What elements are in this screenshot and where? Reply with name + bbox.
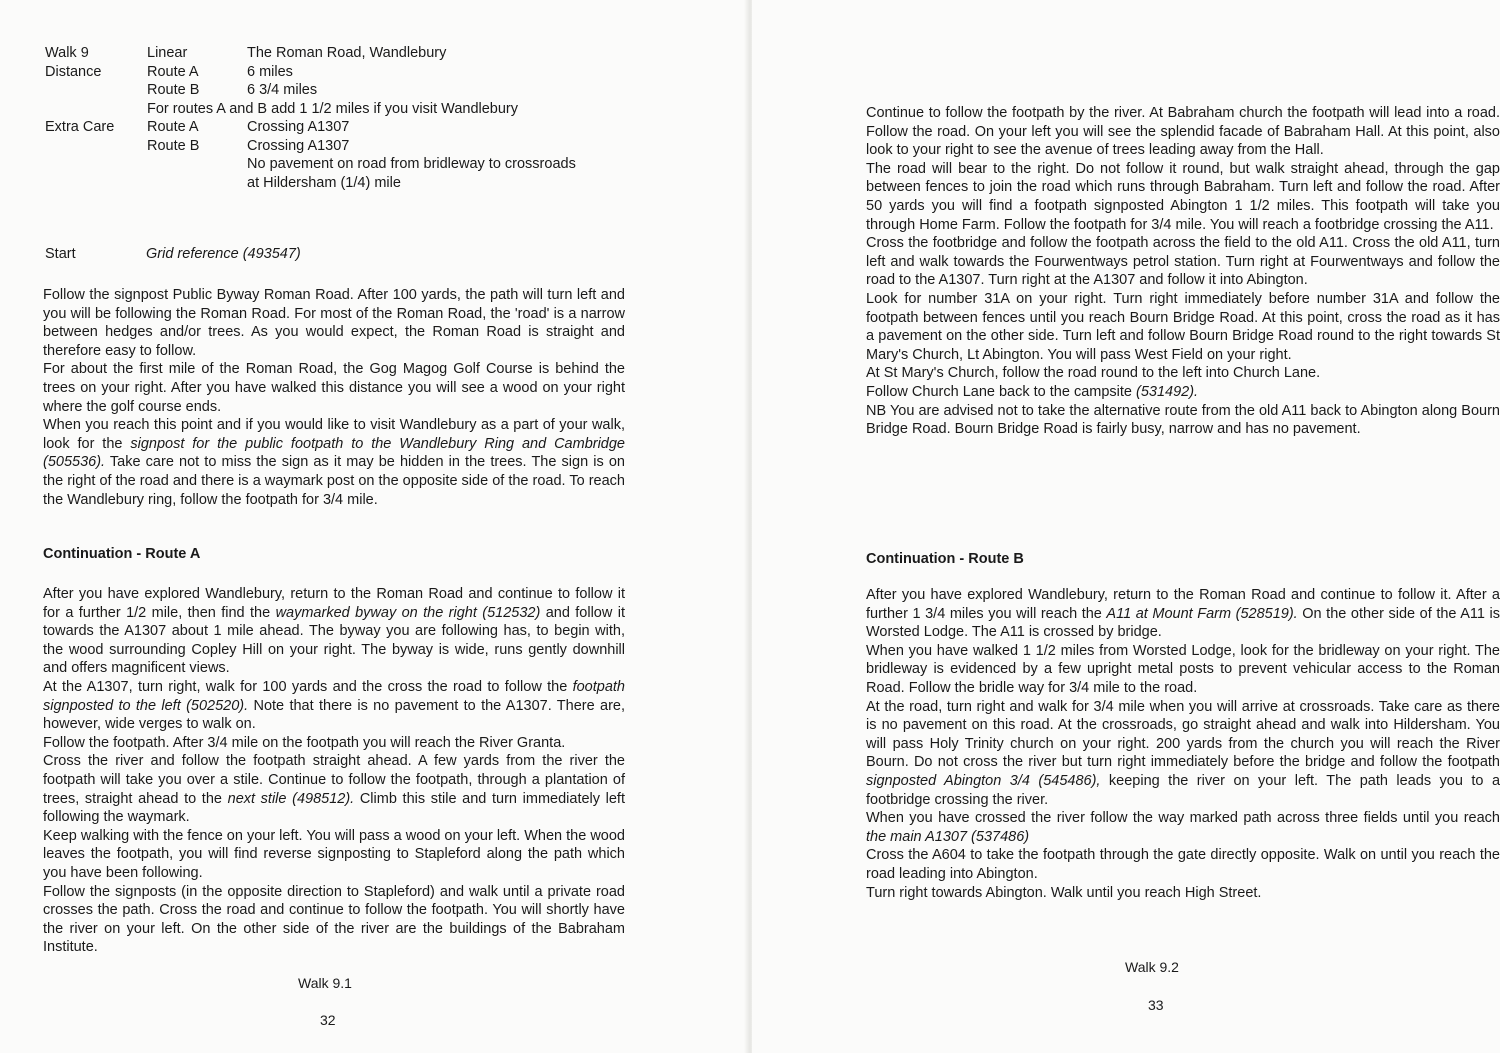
paragraph: Follow the signpost Public Byway Roman Road. After 100 yards, the path will turn left and you will be following the Roman Road. For most of the Roman Road, the 'road' is a narrow between hedges and/or trees. As you would expect, the Roman Road is straight and therefore easy to follow. xyxy=(43,287,625,359)
care-route-b-line-3: at Hildersham (1/4) mile xyxy=(247,174,401,191)
paragraph: After you have explored Wandlebury, return to the Roman Road and continue to follow it. After a further 1 3/4 miles you will reach the A11 at Mount Farm (528519). On the other side of the A11 is Worsted Lodge. The A11 is crossed by bridge. xyxy=(866,587,1500,641)
paragraph: For about the first mile of the Roman Road, the Gog Magog Golf Course is behind the trees on your right. After you have walked this distance you will see a wood on your right where the golf course ends. xyxy=(43,361,625,415)
route-a-text xyxy=(43,585,625,957)
page-number: 33 xyxy=(1148,997,1164,1013)
route-b-label: Route B xyxy=(147,82,200,98)
paragraph: When you have walked 1 1/2 miles from Worsted Lodge, look for the bridleway on your right. The bridleway is evidenced by a few upright metal posts to prevent vehicular access to the Roman Road. Follow the bridle way for 3/4 mile to the road. xyxy=(866,642,1500,696)
paragraph: After you have explored Wandlebury, return to the Roman Road and continue to follow it for a further 1/2 mile, then find the waymarked byway on the right (512532) and follow it towards the A1307 about 1 mile ahead. The byway you are following has, to begin with, the wood surrounding Copley Hill on your right. The byway is wide, runs gently downhill and offers magnificent views. xyxy=(43,586,625,677)
distance-label: Distance xyxy=(45,63,102,80)
walk-type: Linear xyxy=(147,45,188,61)
page-number: 32 xyxy=(320,1012,336,1028)
paragraph: Follow the footpath. After 3/4 mile on the footpath you will reach the River Granta. xyxy=(43,734,566,751)
page-footer-label: Walk 9.1 xyxy=(298,975,352,991)
start-grid-reference: Grid reference (493547) xyxy=(146,246,301,262)
extra-distance-note: For routes A and B add 1 1/2 miles if you visit Wandlebury xyxy=(147,100,519,117)
start-label: Start xyxy=(45,246,76,262)
start-line xyxy=(45,246,301,262)
care-route-a-label: Route A xyxy=(147,119,199,135)
section-heading: Continuation - Route A xyxy=(43,546,201,562)
section-heading: Continuation - Route B xyxy=(866,551,1024,567)
route-a-distance: 6 miles xyxy=(247,63,293,80)
care-route-a: Crossing A1307 xyxy=(247,119,350,135)
paragraph: Cross the A604 to take the footpath through the gate directly opposite. Walk on until you reach the road leading into Abington. xyxy=(866,847,1500,882)
paragraph: When you reach this point and if you would like to visit Wandlebury as a part of your walk, look for the signpost for the public footpath to the Wandlebury Ring and Cambridge (505536). Take care not to miss the sign as it may be hidden in the trees. The sign is on the right of the road and there is a waymark post on the opposite side of the road. To reach the Wandlebury ring, follow the footpath for 3/4 mile. xyxy=(43,417,625,508)
walk-summary-table xyxy=(45,44,627,192)
route-a-section xyxy=(43,545,625,564)
care-route-b-line-2: No pavement on road from bridleway to crossroads xyxy=(247,156,576,172)
paragraph: Look for number 31A on your right. Turn right immediately before number 31A and follow the footpath between fences until you reach Bourn Bridge Road. At this point, cross the road as it has a pavement on the other side. Turn left and follow Bourn Bridge Road round to the right towards St Mary's Church, Lt Abington. You will pass West Field on your right. xyxy=(866,290,1500,363)
paragraph: NB You are advised not to take the alternative route from the old A11 back to Abington along Bourn Bridge Road. Bourn Bridge Road is fairly busy, narrow and has no pavement. xyxy=(866,402,1500,438)
paragraph: When you have crossed the river follow the way marked path across three fields until you reach the main A1307 (537486) xyxy=(866,810,1500,845)
intro-text xyxy=(43,286,625,509)
paragraph: The road will bear to the right. Do not follow it round, but walk straight ahead, through the gap between fences to join the road which runs through Babraham. Turn left and follow the road. After 50 yards you will find a footpath signposted Abington 1 1/2 miles. This footpath will take you through Home Farm. Follow the footpath for 3/4 mile. You will reach a footbridge crossing the A11. xyxy=(866,160,1500,233)
walk-title: The Roman Road, Wandlebury xyxy=(247,45,447,61)
route-b-section xyxy=(866,550,1024,569)
walk-label: Walk 9 xyxy=(45,45,89,61)
route-b-distance: 6 3/4 miles xyxy=(247,82,318,98)
extra-care-label: Extra Care xyxy=(45,119,115,135)
paragraph: Follow the signposts (in the opposite direction to Stapleford) and walk until a private road crosses the path. Cross the road and continue to follow the footpath. You will shortly have the river on your left. On the other side of the river are the buildings of the Babraham Institute. xyxy=(43,883,625,956)
paragraph: Keep walking with the fence on your left. You will pass a wood on your left. When the wood leaves the footpath, you will find reverse signposting to Stapleford along the path which you have been following. xyxy=(43,827,625,881)
paragraph: At the A1307, turn right, walk for 100 yards and the cross the road to follow the footpath signposted to the left (502520). Note that there is no pavement to the A1307. There are, however, wide verges to walk on. xyxy=(43,678,626,733)
paragraph: Follow Church Lane back to the campsite (531492). xyxy=(866,383,1199,400)
right-intro-text xyxy=(866,104,1500,439)
route-a-label: Route A xyxy=(147,63,199,80)
paragraph: Turn right towards Abington. Walk until you reach High Street. xyxy=(866,884,1262,901)
care-route-b: Crossing A1307 xyxy=(247,137,350,154)
left-page xyxy=(0,0,748,1053)
paragraph: Continue to follow the footpath by the river. At Babraham church the footpath will lead into a road. Follow the road. On your left you will see the splendid facade of Babraham Hall. At this point, also look to your right to see the avenue of trees leading away from the Hall. xyxy=(866,105,1500,159)
paragraph: At St Mary's Church, follow the road round to the left into Church Lane. xyxy=(866,365,1321,382)
paragraph: Cross the footbridge and follow the footpath across the field to the old A11. Cross the old A11, turn left and walk towards the Fourwentways petrol station. Turn right at Fourwentways and follow the road to the A1307. Turn right at the A1307 and follow it into Abington. xyxy=(866,235,1500,289)
paragraph: At the road, turn right and walk for 3/4 mile when you will arrive at crossroads. Take care as there is no pavement on this road. At the crossroads, go straight ahead and walk into Hildersham. You will pass Holy Trinity church on your right. 200 yards from the church you will reach the River Bourn. Do not cross the river but turn right immediately before the bridge and follow the footpath signposted Abington 3/4 (545486), keeping the river on your left. The path leads you to a footbridge crossing the river. xyxy=(866,698,1500,808)
page-footer-label: Walk 9.2 xyxy=(1125,959,1179,975)
care-route-b-label: Route B xyxy=(147,137,200,154)
route-b-text xyxy=(866,586,1500,902)
paragraph: Cross the river and follow the footpath straight ahead. A few yards from the river the footpath will take you over a stile. Continue to follow the footpath, through a plantation of trees, straight ahead to the next stile (498512). Climb this stile and turn immediately left following the waymark. xyxy=(43,753,625,826)
